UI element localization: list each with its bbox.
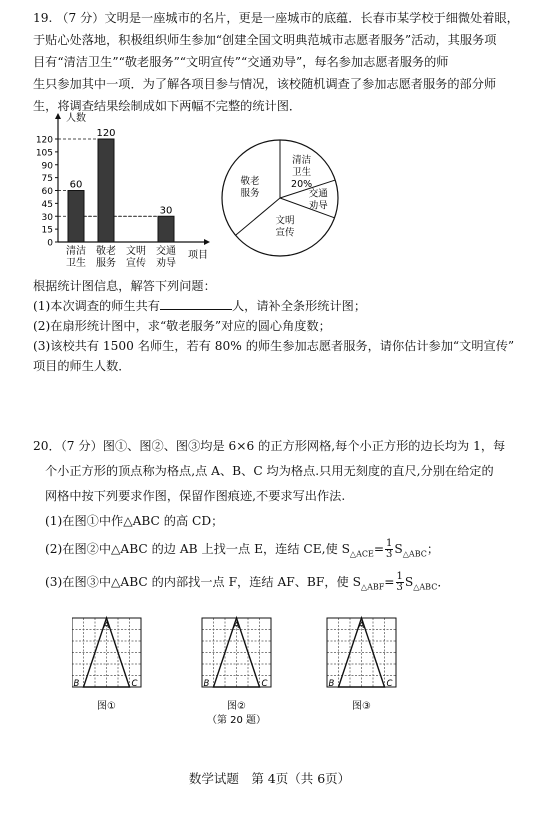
pie-slice-label: 劝导 [308, 200, 328, 212]
y-tick-label: 30 [41, 212, 53, 223]
figure-label: 图③ [352, 701, 371, 712]
y-tick-label: 90 [41, 161, 53, 172]
y-tick-label: 75 [41, 174, 53, 185]
pie-slice-label: 文明 [275, 215, 295, 227]
category-label: 敬老 [96, 246, 116, 257]
pie-chart [210, 133, 350, 263]
y-tick-label: 0 [47, 238, 53, 249]
q20-sub3-eq: = [384, 575, 395, 589]
point-b-label: B [328, 679, 335, 689]
category-label: 劝导 [156, 258, 176, 269]
q19-line-5: 生，将调查结果绘制成如下两幅不完整的统计图． [33, 99, 302, 113]
fraction-one-third [385, 539, 393, 560]
answer-blank[interactable] [160, 298, 232, 310]
q20-sub3-s: S [404, 575, 414, 589]
category-label: 服务 [96, 258, 116, 269]
bar-value-label: 60 [69, 179, 83, 191]
pie-slice-edge [236, 198, 280, 235]
q19-sub3-cont: 项目的师生人数． [33, 359, 131, 373]
q20-sub2-text: (2)在图②中△ABC 的边 AB 上找一点 E，连结 CE,使 S [45, 542, 350, 556]
q19-line-3: 目有“清洁卫生”“敬老服务”“文明宣传”“交通劝导”，每名参加志愿者服务的师 [33, 55, 449, 69]
y-axis-arrow [55, 113, 61, 119]
q19-line-2: 于贴心处落地，积极组织师生参加“创建全国文明典范城市志愿者服务”活动，其服务项 [33, 33, 497, 47]
category-label: 交通 [156, 246, 176, 257]
category-label: 文明 [126, 246, 146, 257]
q20-sub3 [45, 571, 450, 598]
grid-figures [72, 610, 492, 750]
grid-figure-2 [202, 618, 271, 712]
figure-label: 图① [97, 701, 116, 712]
y-tick-label: 105 [35, 148, 53, 159]
pie-slice-label: 卫生 [292, 167, 312, 179]
q20-sub3-end: ． [437, 575, 450, 589]
q19-sub1-after: 人，请补全条形统计图； [231, 299, 367, 313]
q20-sub2-sub2: △ABC [402, 549, 427, 559]
pie-slice-label: 宣传 [275, 227, 295, 239]
point-c-label: C [386, 679, 393, 689]
pie-slice-label: 清洁 [292, 155, 312, 167]
point-a-label: A [103, 621, 110, 631]
q19-sub3: (3)该校共有 1500 名师生，若有 80% 的师生参加志愿者服务，请你估计参加“文明宣传” [33, 339, 515, 353]
figure-caption: （第 20 题） [206, 715, 267, 726]
bar [98, 139, 114, 242]
page-footer: 数学试题 第 4页（共 6页） [188, 771, 351, 786]
q20-sub3-text: (3)在图③中△ABC 的内部找一点 F，连结 AF、BF，使 S [45, 575, 361, 589]
grid-figure-1 [72, 618, 141, 712]
q20-line-1: 20．（7 分）图①、图②、图③均是 6×6 的正方形网格,每个小正方形的边长均为 1，每 [33, 439, 506, 453]
point-b-label: B [203, 679, 210, 689]
grid-figure-3 [327, 618, 396, 712]
q19-sub2: (2)在扇形统计图中，求“敬老服务”对应的圆心角度数； [33, 319, 331, 333]
frac-num: 1 [386, 538, 393, 549]
y-tick-label: 15 [41, 225, 53, 236]
point-c-label: C [131, 679, 138, 689]
bar [158, 216, 174, 242]
q19-sub1-before: (1)本次调查的师生共有 [33, 299, 160, 313]
q19-line-1: 19. （7 分）文明是一座城市的名片，更是一座城市的底蕴．长春市某学校于细微处着眼， [33, 11, 519, 25]
y-tick-label: 120 [35, 135, 53, 146]
pie-slice-label: 服务 [240, 188, 260, 200]
figure-label: 图② [227, 701, 246, 712]
category-label: 宣传 [126, 258, 146, 269]
bar [68, 191, 84, 243]
bar-value-label: 120 [96, 128, 116, 139]
q20-line-3: 网格中按下列要求作图，保留作图痕迹,不要求写出作法. [45, 489, 346, 503]
q20-sub3-sub2: △ABC [413, 582, 438, 592]
frac-den: 3 [386, 549, 393, 560]
q20-sub2-s: S [394, 542, 403, 556]
point-a-label: A [233, 621, 240, 631]
q20-sub2-sub1: △ACE [349, 549, 374, 559]
q20-sub2-eq: = [373, 542, 385, 556]
bar-chart [28, 112, 218, 278]
frac-den: 3 [396, 582, 403, 593]
q20-line-2: 个小正方形的顶点称为格点,点 A、B、C 均为格点.只用无刻度的直尺,分别在给定的 [45, 464, 494, 478]
frac-num: 1 [396, 571, 403, 582]
q20-sub2-end: ； [426, 542, 440, 556]
y-tick-label: 45 [41, 199, 53, 210]
point-b-label: B [73, 679, 80, 689]
y-axis-label: 人数 [66, 113, 86, 124]
pie-slice-label: 敬老 [240, 176, 260, 188]
fraction-one-third [396, 572, 404, 593]
y-tick-label: 60 [41, 187, 53, 197]
point-c-label: C [261, 679, 268, 689]
category-label: 清洁 [66, 246, 86, 257]
category-label: 卫生 [66, 258, 86, 269]
pie-slice-label: 20% [291, 179, 313, 191]
point-a-label: A [358, 621, 365, 631]
q19-sub1 [33, 298, 366, 314]
q20-sub1: (1)在图①中作△ABC 的高 CD； [45, 514, 224, 528]
x-axis-label: 项目 [188, 250, 208, 261]
q19-line-4: 生只参加其中一项．为了解各项目参与情况，该校随机调查了参加志愿者服务的部分师 [33, 77, 497, 91]
bar-value-label: 30 [159, 205, 173, 217]
q20-sub3-sub1: △ABF [360, 582, 385, 592]
pie-slice-label: 交通 [308, 188, 328, 200]
q20-sub2 [45, 538, 439, 565]
q19-prompt: 根据统计图信息，解答下列问题： [33, 279, 216, 293]
